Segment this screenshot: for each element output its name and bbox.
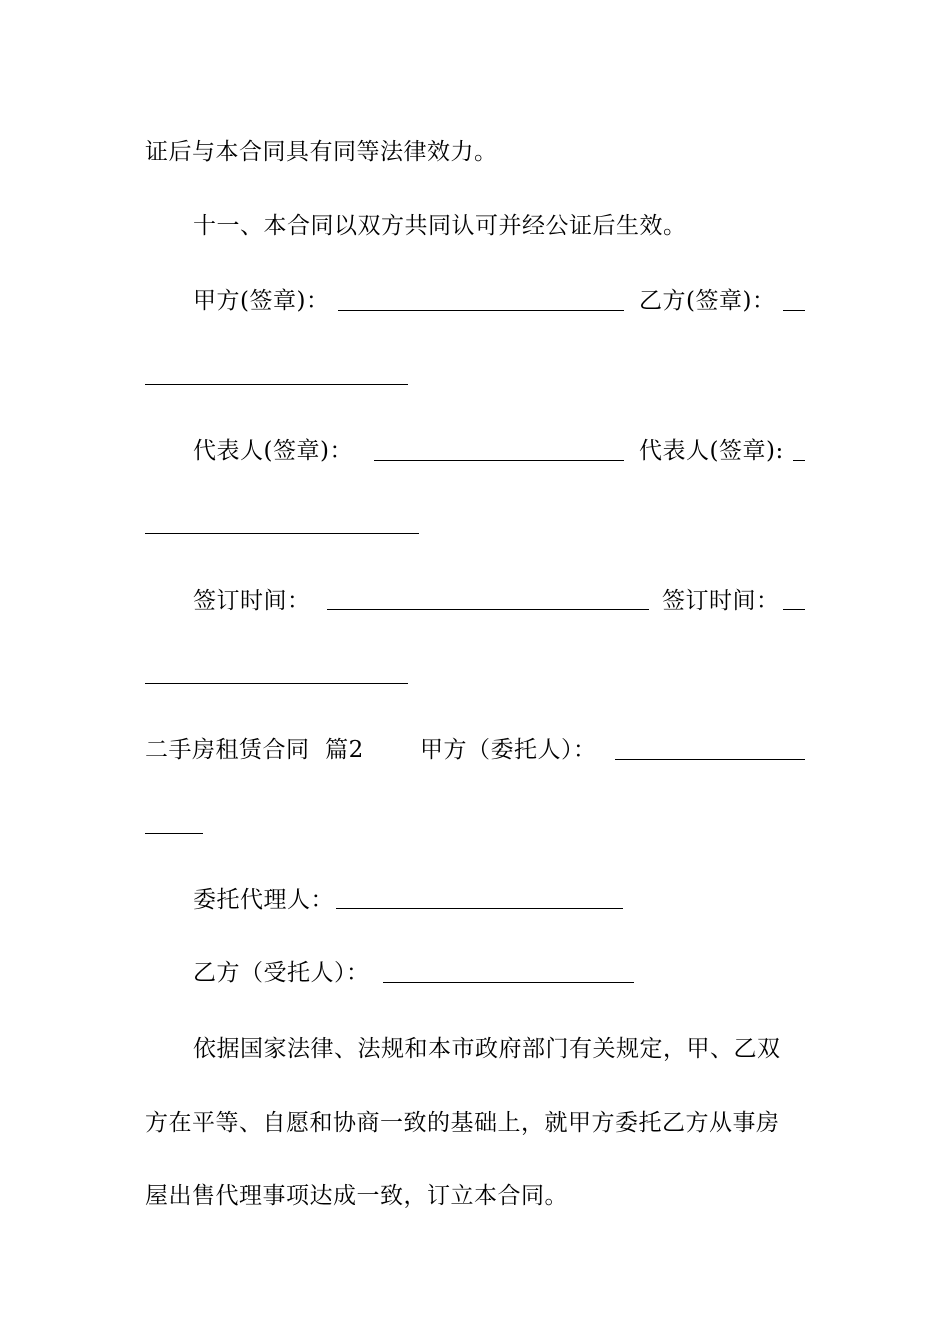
trustee-label: 乙方（受托人）： [193,960,370,986]
sign-date-a-blank [327,609,649,610]
text-line-1: 证后与本合同具有同等法律效力。 [145,139,498,165]
sign-date-b-label: 签订时间： [662,588,780,614]
sign-date-a-label: 签订时间： [193,588,311,614]
sign-date-b-blank-continued [145,683,408,684]
principal-blank-continued [145,833,203,834]
party-b-seal-blank-continued [145,384,408,385]
rep-b-seal-blank [793,460,805,461]
section-heading: 二手房租赁合同 篇2 [145,737,364,763]
proxy-agent-label: 委托代理人： [193,887,334,913]
paragraph-line-1: 依据国家法律、法规和本市政府部门有关规定，甲、乙双 [193,1036,781,1062]
party-b-seal-blank [783,310,805,311]
rep-a-seal-blank [374,460,624,461]
trustee-blank [383,982,634,983]
party-b-seal-label: 乙方(签章)： [639,288,776,314]
clause-eleven: 十一、本合同以双方共同认可并经公证后生效。 [193,213,687,239]
rep-a-seal-label: 代表人(签章)： [193,438,353,464]
rep-b-seal-blank-continued [145,533,419,534]
proxy-agent-blank [336,908,623,909]
paragraph-line-3: 屋出售代理事项达成一致，订立本合同。 [145,1183,568,1209]
sign-date-b-blank [783,609,805,610]
party-a-seal-label: 甲方(签章)： [193,288,330,314]
principal-blank [615,759,805,760]
party-a-seal-blank [338,310,624,311]
paragraph-line-2: 方在平等、自愿和协商一致的基础上，就甲方委托乙方从事房 [145,1110,780,1136]
rep-b-seal-label: 代表人(签章): [639,438,784,464]
principal-label: 甲方（委托人）： [420,737,597,763]
